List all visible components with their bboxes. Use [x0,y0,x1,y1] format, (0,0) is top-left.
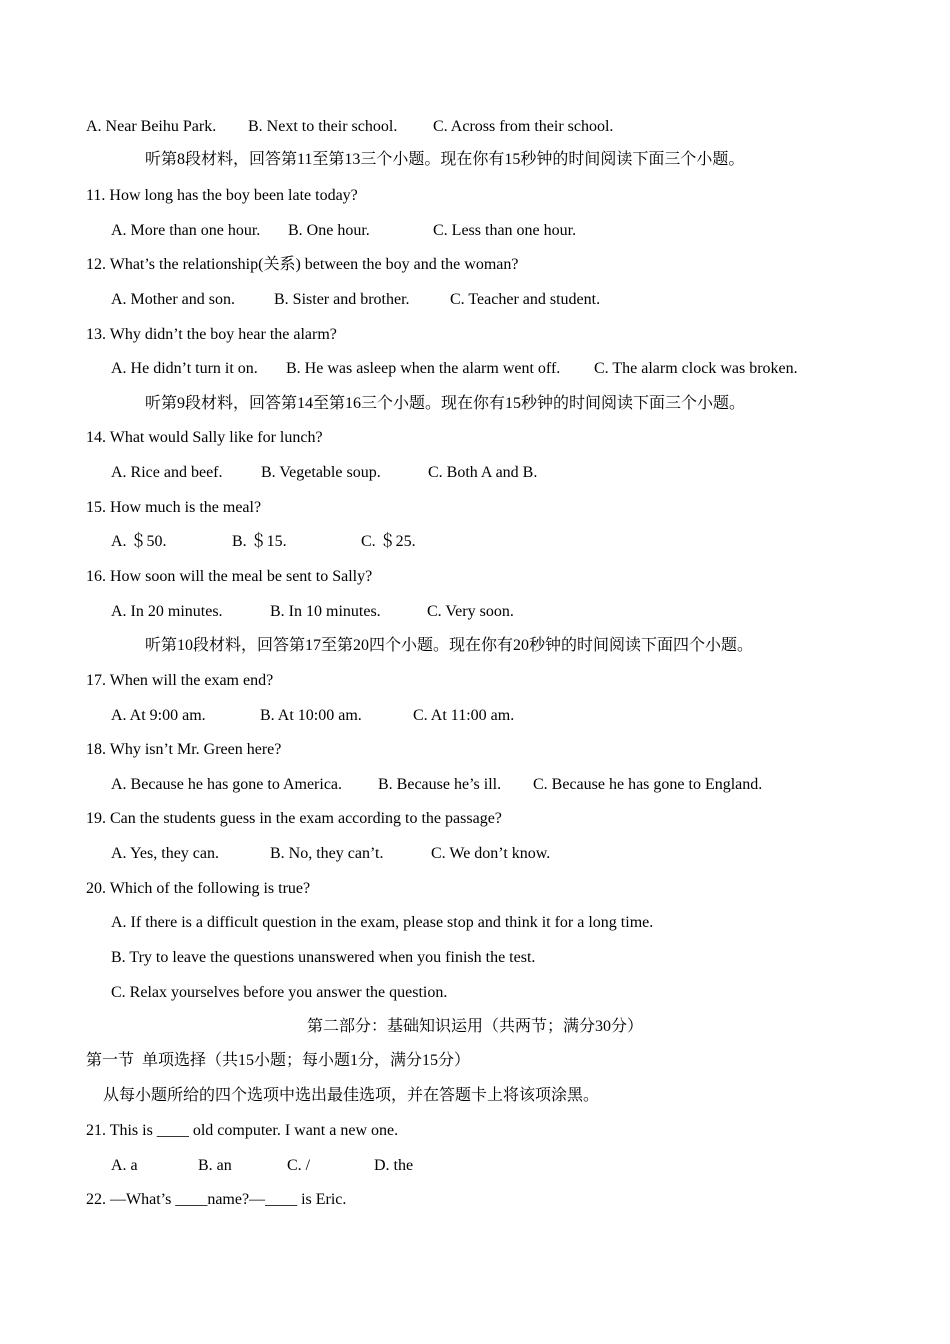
q19-option-a: A. Yes, they can. [111,845,219,862]
q16-question: 16. How soon will the meal be sent to Sally? [86,568,373,585]
q15-option-c: C. ＄25. [361,533,416,550]
q17-option-a: A. At 9:00 am. [111,707,206,724]
q18-option-a: A. Because he has gone to America. [111,776,343,793]
q17-question: 17. When will the exam end? [86,672,274,689]
q14-option-b: B. Vegetable soup. [261,464,381,481]
q21-option-d: D. the [374,1157,414,1174]
q19-option-c: C. We don’t know. [431,845,551,862]
q16-option-c: C. Very soon. [427,603,514,620]
q14-option-c: C. Both A and B. [428,464,538,481]
section10-instruction: 听第10段材料，回答第17至第20四个小题。现在你有20秒钟的时间阅读下面四个小题。 [145,637,754,654]
q14-option-a: A. Rice and beef. [111,464,223,481]
q12-option-b: B. Sister and brother. [274,291,410,308]
q13-question: 13. Why didn’t the boy hear the alarm? [86,326,337,343]
q22-question: 22. —What’s ____name?—____ is Eric. [86,1191,347,1208]
q13-option-b: B. He was asleep when the alarm went off. [286,360,561,377]
q11-question: 11. How long has the boy been late today? [86,187,358,204]
q17-option-b: B. At 10:00 am. [260,707,362,724]
q13-option-a: A. He didn’t turn it on. [111,360,258,377]
q15-option-b: B. ＄15. [232,533,287,550]
q10-option-b: B. Next to their school. [248,118,398,135]
q15-question: 15. How much is the meal? [86,499,262,516]
q15-option-a: A. ＄50. [111,533,167,550]
section1-instruction: 从每小题所给的四个选项中选出最佳选项，并在答题卡上将该项涂黑。 [103,1087,600,1104]
q11-option-b: B. One hour. [288,222,370,239]
q19-option-b: B. No, they can’t. [270,845,384,862]
q21-option-b: B. an [198,1157,232,1174]
section1-title: 第一节 单项选择（共15小题；每小题1分，满分15分） [86,1052,471,1069]
q20-question: 20. Which of the following is true? [86,880,311,897]
q10-option-c: C. Across from their school. [433,118,614,135]
q14-question: 14. What would Sally like for lunch? [86,429,323,446]
q20-option-b: B. Try to leave the questions unanswered when you finish the test. [111,949,536,966]
q12-option-a: A. Mother and son. [111,291,235,308]
q16-option-a: A. In 20 minutes. [111,603,223,620]
q11-option-c: C. Less than one hour. [433,222,577,239]
q18-option-c: C. Because he has gone to England. [533,776,763,793]
q10-option-a: A. Near Beihu Park. [86,118,217,135]
q21-question: 21. This is ____ old computer. I want a new one. [86,1122,399,1139]
q21-option-a: A. a [111,1157,138,1174]
q17-option-c: C. At 11:00 am. [413,707,515,724]
part2-title: 第二部分：基础知识运用（共两节；满分30分） [306,1018,643,1035]
q16-option-b: B. In 10 minutes. [270,603,381,620]
section8-instruction: 听第8段材料，回答第11至第13三个小题。现在你有15秒钟的时间阅读下面三个小题。 [145,151,745,168]
q11-option-a: A. More than one hour. [111,222,261,239]
q13-option-c: C. The alarm clock was broken. [594,360,798,377]
q18-question: 18. Why isn’t Mr. Green here? [86,741,282,758]
q12-question: 12. What’s the relationship(关系) between the boy and the woman? [86,256,519,273]
section9-instruction: 听第9段材料，回答第14至第16三个小题。现在你有15秒钟的时间阅读下面三个小题。 [145,395,746,412]
q21-option-c: C. / [287,1157,311,1174]
q20-option-a: A. If there is a difficult question in the exam, please stop and think it for a long time. [111,914,654,931]
q19-question: 19. Can the students guess in the exam according to the passage? [86,810,502,827]
q18-option-b: B. Because he’s ill. [378,776,502,793]
q20-option-c: C. Relax yourselves before you answer the question. [111,984,448,1001]
q12-option-c: C. Teacher and student. [450,291,601,308]
